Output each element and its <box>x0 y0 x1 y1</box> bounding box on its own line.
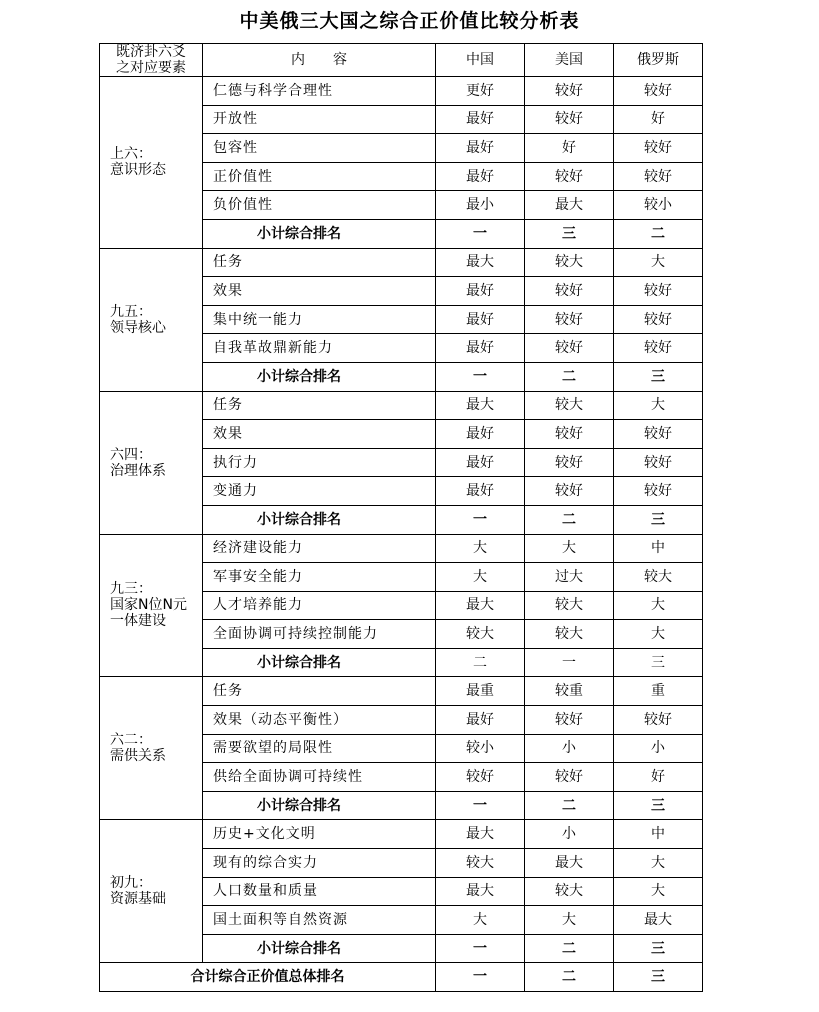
usa-subtotal: 三 <box>525 219 614 248</box>
usa-value: 较好 <box>525 477 614 506</box>
item-label: 任务 <box>203 677 436 706</box>
china-value: 最好 <box>436 305 525 334</box>
china-subtotal: 二 <box>436 648 525 677</box>
russia-subtotal: 三 <box>614 362 703 391</box>
usa-total: 二 <box>525 963 614 992</box>
china-subtotal: 一 <box>436 505 525 534</box>
table-row <box>100 820 703 849</box>
header-col1-line1: 既济卦六爻 <box>116 44 186 60</box>
group-name-line2: 领导核心 <box>110 319 166 336</box>
russia-value: 大 <box>614 248 703 277</box>
header-col1-line2: 之对应要素 <box>116 60 186 76</box>
table-row <box>100 534 703 563</box>
subtotal-label: 小计综合排名 <box>203 791 436 820</box>
usa-value: 最大 <box>525 849 614 878</box>
table-row <box>100 677 703 706</box>
item-label: 任务 <box>203 391 436 420</box>
group-name-line1: 上六： <box>110 146 152 163</box>
item-label: 人口数量和质量 <box>203 877 436 906</box>
item-label: 国土面积等自然资源 <box>203 906 436 935</box>
russia-subtotal: 三 <box>614 648 703 677</box>
china-value: 最好 <box>436 134 525 163</box>
group-name-line2: 国家N位N元 <box>110 597 187 614</box>
usa-value: 较好 <box>525 77 614 106</box>
item-label: 开放性 <box>203 105 436 134</box>
item-label: 集中统一能力 <box>203 305 436 334</box>
item-label: 仁德与科学合理性 <box>203 77 436 106</box>
group-name-line2: 治理体系 <box>110 462 166 479</box>
china-value: 最大 <box>436 877 525 906</box>
china-value: 最大 <box>436 248 525 277</box>
china-value: 最大 <box>436 820 525 849</box>
total-label: 合计综合正价值总体排名 <box>100 963 436 992</box>
usa-value: 较大 <box>525 391 614 420</box>
usa-value: 小 <box>525 820 614 849</box>
russia-value: 较好 <box>614 448 703 477</box>
usa-subtotal: 二 <box>525 934 614 963</box>
russia-value: 好 <box>614 105 703 134</box>
china-value: 最好 <box>436 420 525 449</box>
item-label: 历史+文化文明 <box>203 820 436 849</box>
subtotal-label: 小计综合排名 <box>203 934 436 963</box>
item-label: 人才培养能力 <box>203 591 436 620</box>
usa-value: 较大 <box>525 620 614 649</box>
usa-subtotal: 二 <box>525 791 614 820</box>
subtotal-label: 小计综合排名 <box>203 648 436 677</box>
russia-value: 较好 <box>614 134 703 163</box>
china-value: 最好 <box>436 162 525 191</box>
item-label: 自我革故鼎新能力 <box>203 334 436 363</box>
header-china-column: 中国 <box>436 44 525 77</box>
china-subtotal: 一 <box>436 219 525 248</box>
group-name-line1: 六二： <box>110 732 152 749</box>
china-value: 最好 <box>436 334 525 363</box>
china-value: 最好 <box>436 706 525 735</box>
item-label: 效果 <box>203 420 436 449</box>
item-label: 效果 <box>203 277 436 306</box>
group-name <box>100 248 203 391</box>
usa-value: 较大 <box>525 591 614 620</box>
usa-value: 较好 <box>525 448 614 477</box>
china-subtotal: 一 <box>436 362 525 391</box>
russia-value: 较好 <box>614 706 703 735</box>
russia-value: 较好 <box>614 77 703 106</box>
russia-value: 较好 <box>614 477 703 506</box>
russia-value: 较大 <box>614 563 703 592</box>
russia-value: 好 <box>614 763 703 792</box>
russia-value: 最大 <box>614 906 703 935</box>
russia-value: 大 <box>614 877 703 906</box>
china-value: 大 <box>436 906 525 935</box>
russia-subtotal: 三 <box>614 791 703 820</box>
russia-value: 大 <box>614 391 703 420</box>
china-value: 最好 <box>436 105 525 134</box>
group-name-line1: 初九： <box>110 875 152 892</box>
usa-value: 较重 <box>525 677 614 706</box>
usa-value: 较好 <box>525 420 614 449</box>
header-content-column: 内 容 <box>203 44 436 77</box>
page-title: 中美俄三大国之综合正价值比较分析表 <box>239 10 580 32</box>
usa-subtotal: 二 <box>525 505 614 534</box>
group-name <box>100 77 203 249</box>
item-label: 现有的综合实力 <box>203 849 436 878</box>
china-value: 最好 <box>436 448 525 477</box>
russia-subtotal: 三 <box>614 505 703 534</box>
russia-value: 较好 <box>614 420 703 449</box>
russia-value: 较好 <box>614 334 703 363</box>
total-row <box>100 963 703 992</box>
item-label: 全面协调可持续控制能力 <box>203 620 436 649</box>
russia-subtotal: 三 <box>614 934 703 963</box>
russia-total: 三 <box>614 963 703 992</box>
item-label: 正价值性 <box>203 162 436 191</box>
usa-value: 较好 <box>525 334 614 363</box>
russia-value: 较好 <box>614 305 703 334</box>
russia-value: 小 <box>614 734 703 763</box>
item-label: 包容性 <box>203 134 436 163</box>
group-name <box>100 391 203 534</box>
group-name <box>100 677 203 820</box>
usa-value: 大 <box>525 906 614 935</box>
group-name-line2: 资源基础 <box>110 891 166 908</box>
china-value: 最重 <box>436 677 525 706</box>
usa-value: 较好 <box>525 277 614 306</box>
group-name <box>100 820 203 963</box>
china-value: 大 <box>436 534 525 563</box>
subtotal-label: 小计综合排名 <box>203 362 436 391</box>
china-value: 较大 <box>436 620 525 649</box>
group-name-line1: 九五： <box>110 303 152 320</box>
usa-value: 过大 <box>525 563 614 592</box>
russia-value: 大 <box>614 620 703 649</box>
item-label: 效果（动态平衡性） <box>203 706 436 735</box>
subtotal-label: 小计综合排名 <box>203 505 436 534</box>
header-russia-column: 俄罗斯 <box>614 44 703 77</box>
item-label: 任务 <box>203 248 436 277</box>
usa-subtotal: 二 <box>525 362 614 391</box>
usa-value: 较大 <box>525 248 614 277</box>
header-element-column <box>100 44 203 77</box>
usa-value: 好 <box>525 134 614 163</box>
russia-subtotal: 二 <box>614 219 703 248</box>
group-name-line1: 九三： <box>110 581 152 598</box>
china-value: 较大 <box>436 849 525 878</box>
usa-value: 大 <box>525 534 614 563</box>
china-value: 最大 <box>436 391 525 420</box>
russia-value: 大 <box>614 591 703 620</box>
russia-value: 中 <box>614 820 703 849</box>
table-row <box>100 248 703 277</box>
russia-value: 较好 <box>614 162 703 191</box>
china-value: 最好 <box>436 277 525 306</box>
table-row <box>100 77 703 106</box>
china-total: 一 <box>436 963 525 992</box>
china-value: 最小 <box>436 191 525 220</box>
item-label: 执行力 <box>203 448 436 477</box>
header-row <box>100 44 703 77</box>
comparison-table <box>99 43 703 992</box>
usa-subtotal: 一 <box>525 648 614 677</box>
china-value: 大 <box>436 563 525 592</box>
usa-value: 较好 <box>525 763 614 792</box>
table-row <box>100 391 703 420</box>
item-label: 供给全面协调可持续性 <box>203 763 436 792</box>
usa-value: 最大 <box>525 191 614 220</box>
group-name-line2: 意识形态 <box>110 162 166 179</box>
china-value: 最好 <box>436 477 525 506</box>
china-value: 较小 <box>436 734 525 763</box>
usa-value: 较好 <box>525 706 614 735</box>
usa-value: 较好 <box>525 305 614 334</box>
china-subtotal: 一 <box>436 934 525 963</box>
group-name <box>100 534 203 677</box>
item-label: 军事安全能力 <box>203 563 436 592</box>
header-usa-column: 美国 <box>525 44 614 77</box>
group-name-line1: 六四： <box>110 446 152 463</box>
china-value: 较好 <box>436 763 525 792</box>
item-label: 经济建设能力 <box>203 534 436 563</box>
item-label: 变通力 <box>203 477 436 506</box>
china-subtotal: 一 <box>436 791 525 820</box>
russia-value: 中 <box>614 534 703 563</box>
china-value: 最大 <box>436 591 525 620</box>
item-label: 需要欲望的局限性 <box>203 734 436 763</box>
russia-value: 较小 <box>614 191 703 220</box>
group-name-line2: 需供关系 <box>110 748 166 765</box>
usa-value: 较好 <box>525 105 614 134</box>
subtotal-label: 小计综合排名 <box>203 219 436 248</box>
usa-value: 小 <box>525 734 614 763</box>
russia-value: 大 <box>614 849 703 878</box>
russia-value: 较好 <box>614 277 703 306</box>
usa-value: 较大 <box>525 877 614 906</box>
usa-value: 较好 <box>525 162 614 191</box>
russia-value: 重 <box>614 677 703 706</box>
group-name-line3: 一体建设 <box>110 613 166 630</box>
item-label: 负价值性 <box>203 191 436 220</box>
china-value: 更好 <box>436 77 525 106</box>
